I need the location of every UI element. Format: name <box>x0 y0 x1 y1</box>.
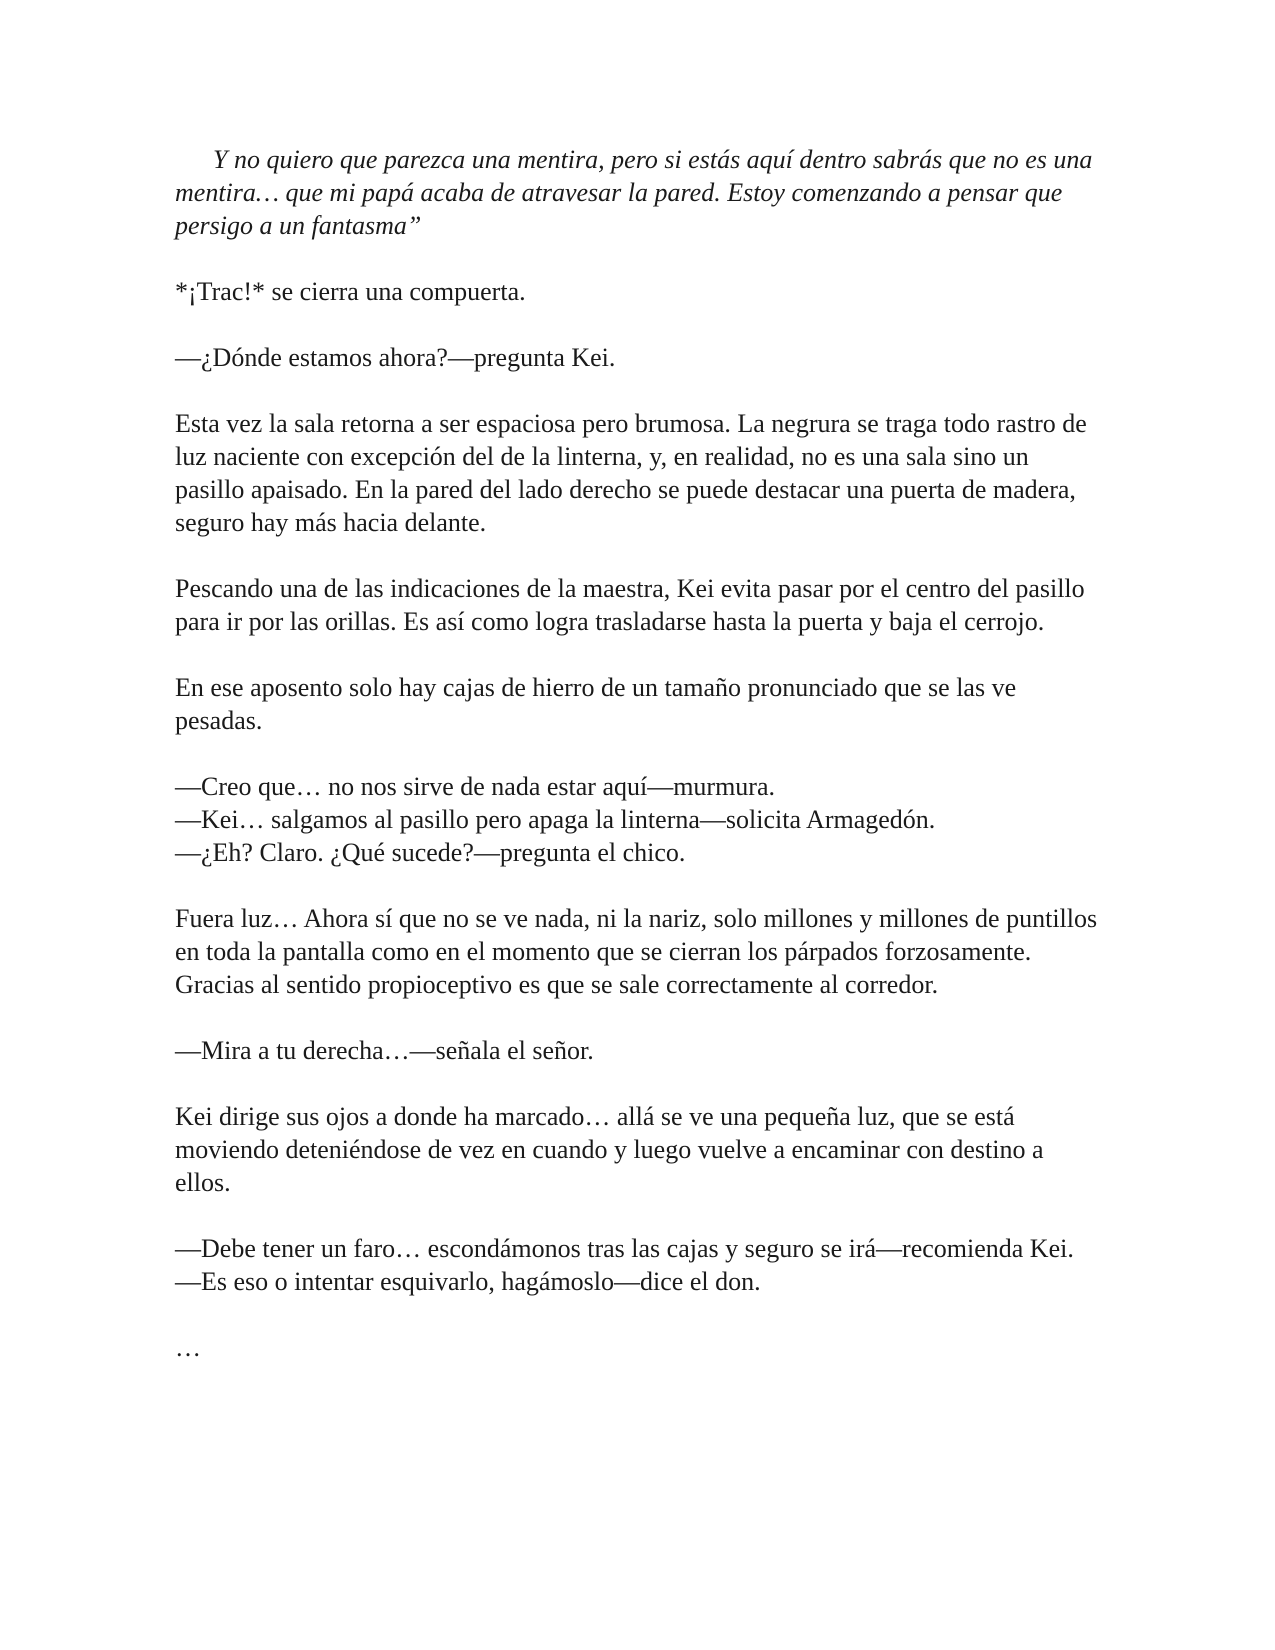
dialogue-line: —Debe tener un faro… escondámonos tras las cajas y seguro se irá—recomienda Kei. <box>175 1234 1074 1263</box>
dialogue-group <box>175 770 1100 869</box>
dialogue-line: —¿Eh? Claro. ¿Qué sucede?—pregunta el chico. <box>175 838 686 867</box>
dialogue-line: —Kei… salgamos al pasillo pero apaga la linterna—solicita Armagedón. <box>175 805 936 834</box>
dialogue-group <box>175 1232 1100 1298</box>
paragraph: Esta vez la sala retorna a ser espaciosa pero brumosa. La negrura se traga todo rastro de luz naciente con excepción del de la linterna, y, en realidad, no es una sala sino un pasillo apaisado. En la pared del lado derecho se puede destacar una puerta de madera, seguro hay más hacia delante. <box>175 409 1087 537</box>
paragraph: Pescando una de las indicaciones de la maestra, Kei evita pasar por el centro del pasillo para ir por las orillas. Es así como logra trasladarse hasta la puerta y baja el cerrojo. <box>175 574 1085 636</box>
dialogue-line: —Creo que… no nos sirve de nada estar aquí—murmura. <box>175 772 776 801</box>
paragraph: Kei dirige sus ojos a donde ha marcado… allá se ve una pequeña luz, que se está moviendo deteniéndose de vez en cuando y luego vuelve a encaminar con destino a ellos. <box>175 1102 1044 1197</box>
scene-break-ellipsis: … <box>175 1333 201 1362</box>
body-text <box>175 143 1100 1364</box>
dialogue-line: —Mira a tu derecha…—señala el señor. <box>175 1036 594 1065</box>
paragraph: *¡Trac!* se cierra una compuerta. <box>175 277 526 306</box>
paragraph: En ese aposento solo hay cajas de hierro de un tamaño pronunciado que se las ve pesadas. <box>175 673 1017 735</box>
dialogue-line: —¿Dónde estamos ahora?—pregunta Kei. <box>175 343 616 372</box>
dialogue-line: —Es eso o intentar esquivarlo, hagámoslo—dice el don. <box>175 1267 761 1296</box>
paragraph: Fuera luz… Ahora sí que no se ve nada, ni la nariz, solo millones y millones de puntillos en toda la pantalla como en el momento que se cierran los párpados forzosamente. Gracias al sentido propioceptivo es que se sale correctamente al corredor. <box>175 904 1098 999</box>
italic-paragraph: Y no quiero que parezca una mentira, pero si estás aquí dentro sabrás que no es una mentira… que mi papá acaba de atravesar la pared. Estoy comenzando a pensar que persigo a un fantasma” <box>175 145 1093 240</box>
